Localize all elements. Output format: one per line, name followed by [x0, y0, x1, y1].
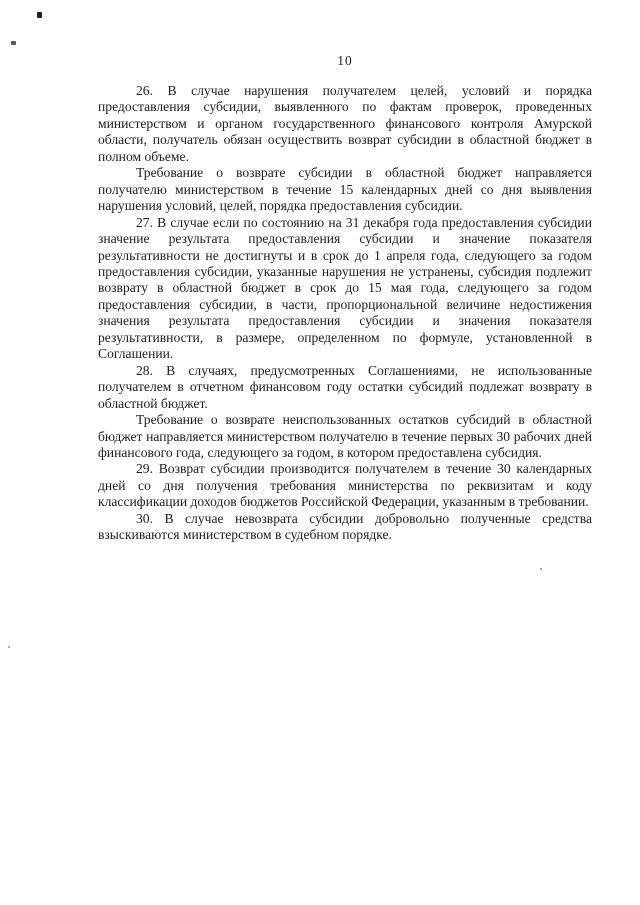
scan-speck — [37, 12, 42, 18]
page-number: 10 — [337, 53, 353, 68]
scan-speck — [11, 41, 16, 45]
paragraph-29: 29. Возврат субсидии производится получателем в течение 30 календарных дней со дня получения требования министерства по реквизитам и коду классификации доходов бюджетов Российской Федерации, указанным в требовании. — [98, 461, 592, 510]
paragraph-30: 30. В случае невозврата субсидии добровольно полученные средства взыскиваются министерством в судебном порядке. — [98, 510, 592, 543]
paragraph-28: 28. В случаях, предусмотренных Соглашениями, не использованные получателем в отчетном финансовом году остатки субсидий подлежат возврату в областной бюджет. — [98, 362, 592, 411]
scan-speck — [8, 646, 10, 648]
paragraph-return-demand-remainders: Требование о возврате неиспользованных остатков субсидий в областной бюджет направляется министерством получателю в течение первых 30 рабочих дней финансового года, следующего за годом, в котором предоставлена субсидия. — [98, 412, 592, 460]
scan-speck — [540, 568, 542, 570]
paragraph-26: 26. В случае нарушения получателем целей, условий и порядка предоставления субсидии, выявленного по фактам проверок, проведенных министерством и органом государственного финансового контроля Амурской области, получатель обязан осуществить возврат субсидии в областной бюджет в полном объеме. — [98, 83, 592, 164]
document-body — [98, 83, 592, 544]
paragraph-return-demand-subsidy: Требование о возврате субсидии в областной бюджет направляется получателю министерством в течение 15 календарных дней со дня выявления нарушения условий, целей, порядка предоставления субсидии. — [98, 165, 592, 214]
paragraph-27: 27. В случае если по состоянию на 31 декабря года предоставления субсидии значение результата предоставления субсидии и значение показателя результативности не достигнуты и в срок до 1 апреля года, следующего за годом предоставления субсидии, указанные нарушения не устранены, субсидия подлежит возврату в областной бюджет в срок до 15 мая года, следующего за годом предоставления субсидии, в части, пропорциональной величине недостижения значения результата предоставления субсидии и значения показателя результативности, в размере, определенном по формуле, установленной в Соглашении. — [98, 214, 592, 362]
